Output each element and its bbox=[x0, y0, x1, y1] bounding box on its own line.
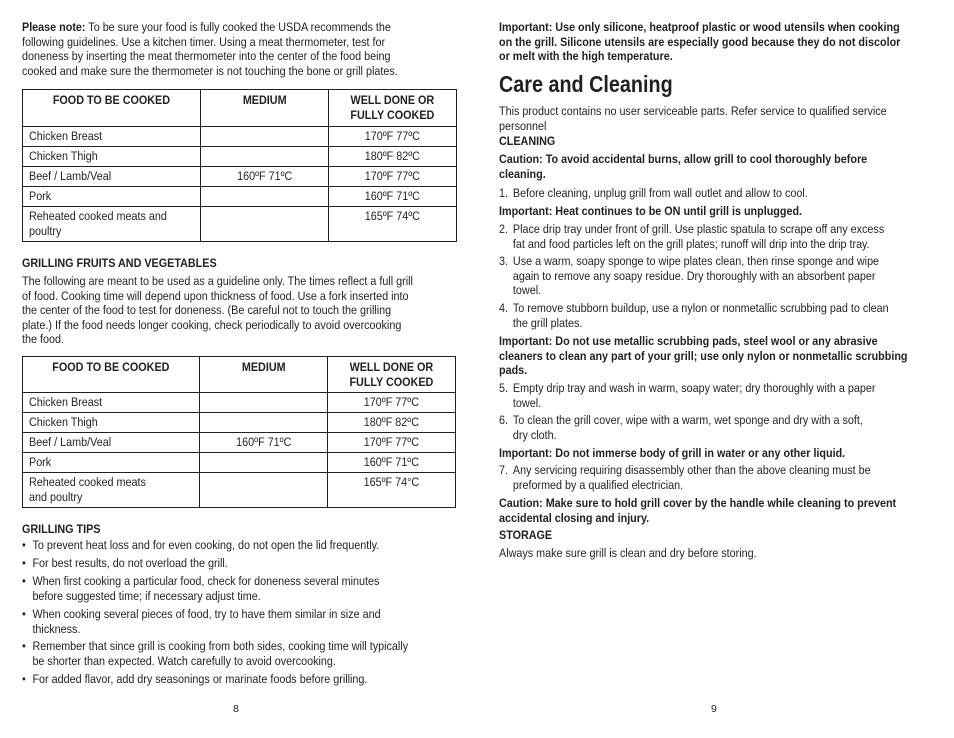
table-row: Reheated cooked meats and poultry 165ºF 74ºC bbox=[23, 207, 457, 242]
important-utensils: Important: Use only silicone, heatproof plastic or wood utensils when cooking on the grill. Silicone utensils are especially good because they do not discolor or melt with the high temperature. bbox=[499, 20, 901, 64]
table-row: Beef / Lamb/Veal 160ºF 71ºC 170ºF 77ºC bbox=[23, 433, 456, 453]
table-row: Beef / Lamb/Veal 160ºF 71ºC 170ºF 77ºC bbox=[23, 167, 457, 187]
caution-cover: Caution: Make sure to hold grill cover by the handle while cleaning to prevent accidental closing and injury. bbox=[499, 496, 897, 525]
table-row: Pork 160ºF 71ºC bbox=[23, 453, 456, 473]
temperature-table-2 bbox=[22, 356, 456, 508]
table-header-row bbox=[23, 357, 456, 393]
header-medium: MEDIUM bbox=[200, 90, 328, 127]
header-medium: MEDIUM bbox=[199, 357, 328, 393]
table-row: Reheated cooked meats and poultry 165ºF 74°C bbox=[23, 473, 456, 508]
caution-burns: Caution: To avoid accidental burns, allow grill to cool thoroughly before cleaning. bbox=[499, 152, 868, 181]
cleaning-heading: CLEANING bbox=[499, 134, 556, 148]
table-row: Chicken Breast 170ºF 77ºC bbox=[23, 393, 456, 413]
table-row: Chicken Thigh 180ºF 82ºC bbox=[23, 413, 456, 433]
table-row: Pork 160ºF 71ºC bbox=[23, 187, 457, 207]
storage-heading: STORAGE bbox=[499, 528, 553, 542]
note-label: Please note: bbox=[22, 20, 86, 34]
header-food: FOOD TO BE COOKED bbox=[23, 90, 201, 127]
tips-heading: GRILLING TIPS bbox=[22, 522, 101, 536]
important-heat: Important: Heat continues to be ON until grill is unplugged. bbox=[499, 204, 803, 218]
important-scrubbing: Important: Do not use metallic scrubbing pads, steel wool or any abrasive cleaners to clean any part of your grill; use only nylon or nonmetallic scrubbing pads. bbox=[499, 334, 908, 378]
page-number-left: 8 bbox=[233, 703, 239, 715]
usda-note: Please note: To be sure your food is fully cooked the USDA recommends the following guidelines. Use a kitchen timer. Using a meat thermometer, test for doneness by inserting the meat thermometer into the center of the food being cooked and make sure the thermometer is not touching the bone or grill plates. bbox=[22, 20, 398, 78]
table-row: Chicken Breast 170ºF 77ºC bbox=[23, 127, 457, 147]
fruits-heading: GRILLING FRUITS AND VEGETABLES bbox=[22, 256, 217, 270]
important-immerse: Important: Do not immerse body of grill in water or any other liquid. bbox=[499, 446, 846, 460]
header-food: FOOD TO BE COOKED bbox=[23, 357, 200, 393]
temperature-table-1 bbox=[22, 89, 457, 242]
page-number-right: 9 bbox=[711, 703, 717, 715]
header-well-done: WELL DONE OR FULLY COOKED bbox=[328, 357, 456, 393]
intro-paragraph: This product contains no user serviceable parts. Refer service to qualified service personnel bbox=[499, 104, 887, 133]
storage-text: Always make sure grill is clean and dry before storing. bbox=[499, 546, 757, 560]
table-row: Chicken Thigh 180ºF 82ºC bbox=[23, 147, 457, 167]
fruits-paragraph: The following are meant to be used as a guideline only. The times reflect a full grill of food. Cooking time will depend upon thickness of food. Use a fork inserted into the center of the food to test for doneness. (Be careful not to touch the grilling plate.) If the food needs longer cooking, check periodically to avoid overcooking the food. bbox=[22, 274, 413, 347]
table-header-row bbox=[23, 90, 457, 127]
page-title: Care and Cleaning bbox=[499, 71, 673, 97]
header-well-done: WELL DONE OR FULLY COOKED bbox=[329, 90, 457, 127]
